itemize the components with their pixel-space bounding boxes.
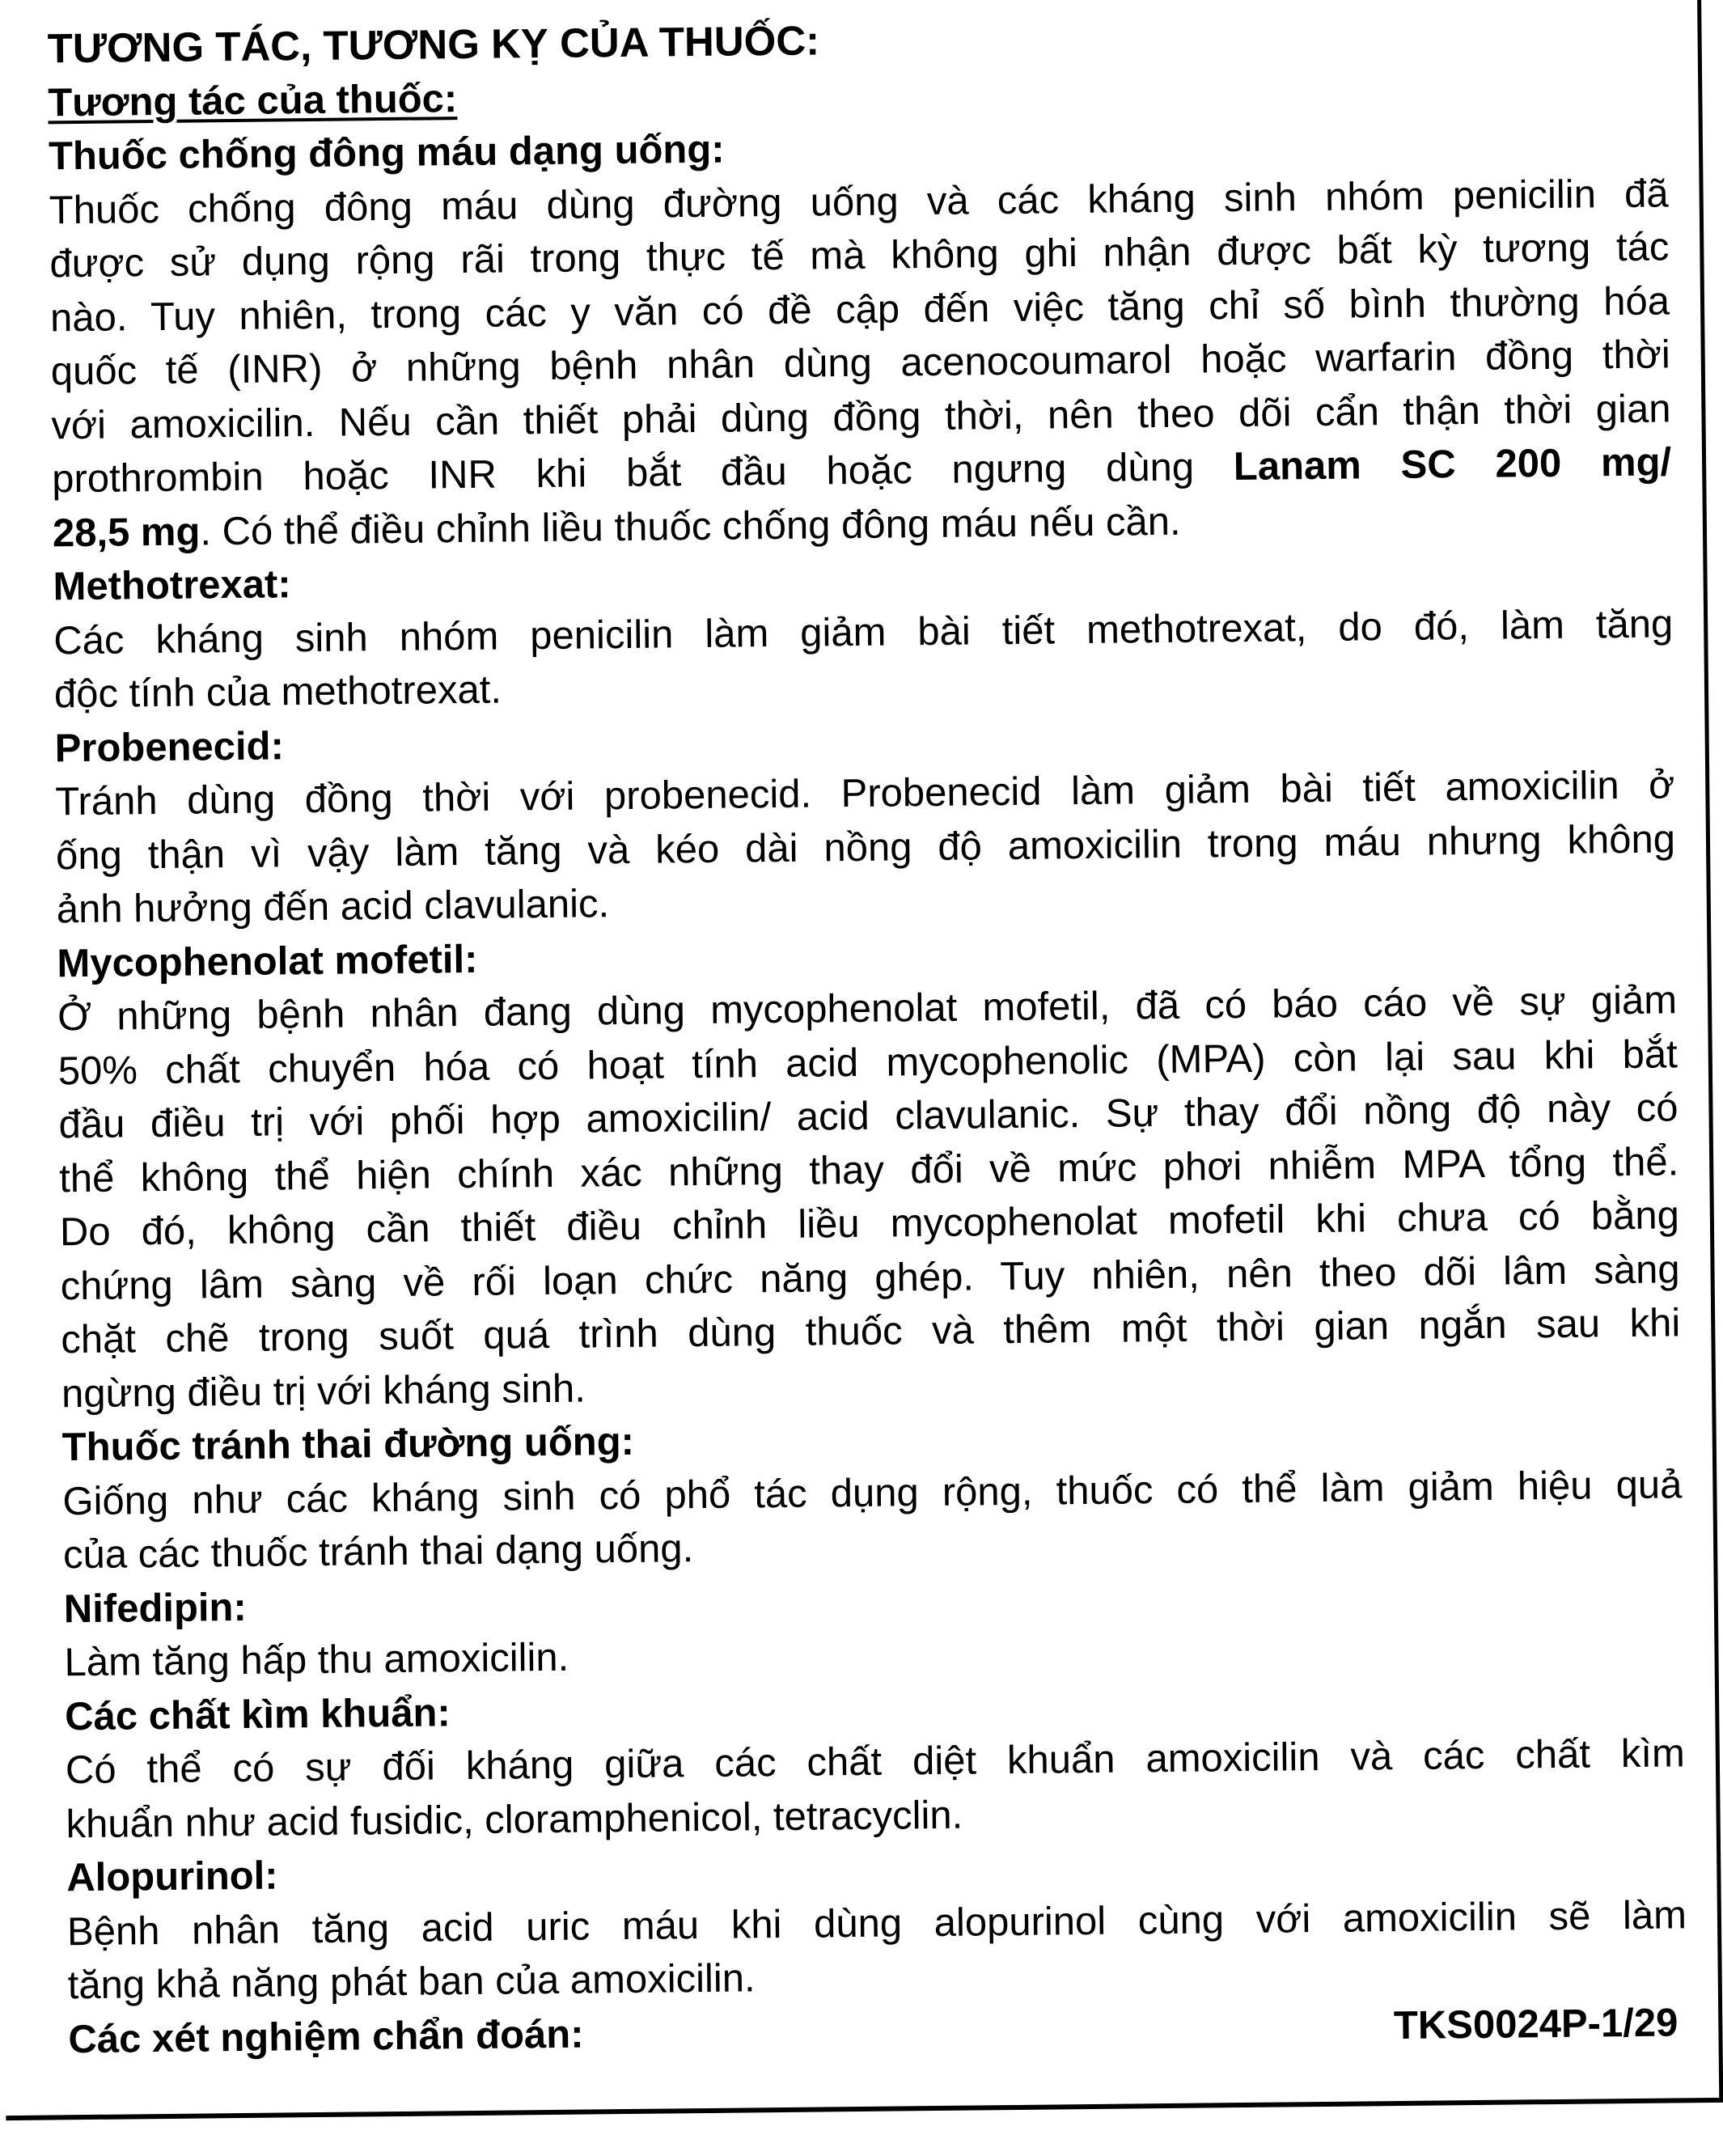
body-text: với amoxicilin. Nếu cần thiết phải dùng đồng thời, nên theo dõi cẩn thận thời gian	[51, 386, 1671, 447]
body-text: Làm tăng hấp thu amoxicilin.	[64, 1635, 569, 1685]
body-text: thể không thể hiện chính xác những thay đổi về mức phơi nhiễm MPA tổng thể.	[58, 1139, 1679, 1201]
body-text: chứng lâm sàng về rối loạn chức năng ghép. Tuy nhiên, nên theo dõi lâm sàng	[60, 1247, 1680, 1308]
section-heading-mycophenolat: Mycophenolat mofetil:	[57, 937, 478, 985]
body-text: . Có thể điều chỉnh liều thuốc chống đông máu nếu cần.	[200, 499, 1181, 553]
section-heading-oral-contraceptives: Thuốc tránh thai đường uống:	[61, 1419, 635, 1470]
document-content	[47, 5, 1687, 2066]
body-text: khuẩn như acid fusidic, cloramphenicol, tetracyclin.	[66, 1793, 963, 1846]
product-name: Lanam SC 200 mg/	[1233, 440, 1672, 489]
body-text: độc tính của methotrexat.	[53, 667, 502, 717]
section-heading-methotrexat: Methotrexat:	[53, 562, 291, 609]
body-text: đầu điều trị với phối hợp amoxicilin/ acid clavulanic. Sự thay đổi nồng độ này có	[58, 1086, 1679, 1147]
frame-border-bottom	[6, 2098, 1723, 2120]
body-text: Các kháng sinh nhóm penicilin làm giảm bài tiết methotrexat, do đó, làm tăng	[53, 601, 1674, 663]
section-heading-bacteriostatic: Các chất kìm khuẩn:	[64, 1690, 451, 1739]
body-text: quốc tế (INR) ở những bệnh nhân dùng acenocoumarol hoặc warfarin đồng thời	[50, 333, 1670, 394]
body-text: được sử dụng rộng rãi trong thực tế mà không ghi nhận được bất kỳ tương tác	[49, 225, 1670, 286]
document-subtitle: Tương tác của thuốc:	[48, 76, 458, 125]
body-text: của các thuốc tránh thai dạng uống.	[62, 1527, 694, 1578]
body-text: Do đó, không cần thiết điều chỉnh liều mycophenolat mofetil khi chưa có bằng	[59, 1193, 1680, 1255]
product-dose: 28,5 mg	[52, 509, 201, 555]
body-text: Bệnh nhân tăng acid uric máu khi dùng alopurinol cùng với amoxicilin sẽ làm	[66, 1892, 1687, 1954]
section-heading-nifedipin: Nifedipin:	[63, 1585, 248, 1631]
section-heading-oral-anticoagulants: Thuốc chống đông máu dạng uống:	[48, 127, 725, 179]
section-heading-probenecid: Probenecid:	[54, 723, 285, 770]
body-text: Ở những bệnh nhân đang dùng mycophenolat mofetil, đã có báo cáo về sự giảm	[57, 978, 1678, 1040]
body-text: chặt chẽ trong suốt quá trình dùng thuốc và thêm một thời gian ngắn sau khi	[61, 1301, 1681, 1362]
body-text: Tránh dùng đồng thời với probenecid. Probenecid làm giảm bài tiết amoxicilin ở	[55, 763, 1675, 824]
body-text: nào. Tuy nhiên, trong các y văn có đề cập đến việc tăng chỉ số bình thường hóa	[49, 278, 1670, 340]
body-text: Giống như các kháng sinh có phổ tác dụng rộng, thuốc có thể làm giảm hiệu quả	[62, 1462, 1683, 1523]
body-text: ngừng điều trị với kháng sinh.	[61, 1366, 586, 1416]
body-text: ống thận vì vậy làm tăng và kéo dài nồng độ amoxicilin trong máu nhưng không	[55, 816, 1676, 878]
body-text: Thuốc chống đông máu dùng đường uống và các kháng sinh nhóm penicilin đã	[49, 171, 1669, 232]
section-heading-alopurinol: Alopurinol:	[66, 1853, 278, 1900]
body-text: tăng khả năng phát ban của amoxicilin.	[67, 1956, 756, 2008]
body-text: 50% chất chuyển hóa có hoạt tính acid mycophenolic (MPA) còn lại sau khi bắt	[57, 1031, 1679, 1093]
document-code: TKS0024P-1/29	[1393, 2000, 1679, 2048]
body-text: Có thể có sự đối kháng giữa các chất diệt khuẩn amoxicilin và các chất kìm	[65, 1731, 1686, 1793]
frame-border-right	[1697, 0, 1723, 2100]
body-text: ảnh hưởng đến acid clavulanic.	[56, 882, 610, 932]
body-text: prothrombin hoặc INR khi bắt đầu hoặc ngưng dùng	[51, 445, 1195, 502]
section-heading-diagnostic-tests: Các xét nghiệm chẩn đoán:	[68, 2012, 584, 2061]
document-title: TƯƠNG TÁC, TƯƠNG KỴ CỦA THUỐC:	[47, 17, 820, 72]
